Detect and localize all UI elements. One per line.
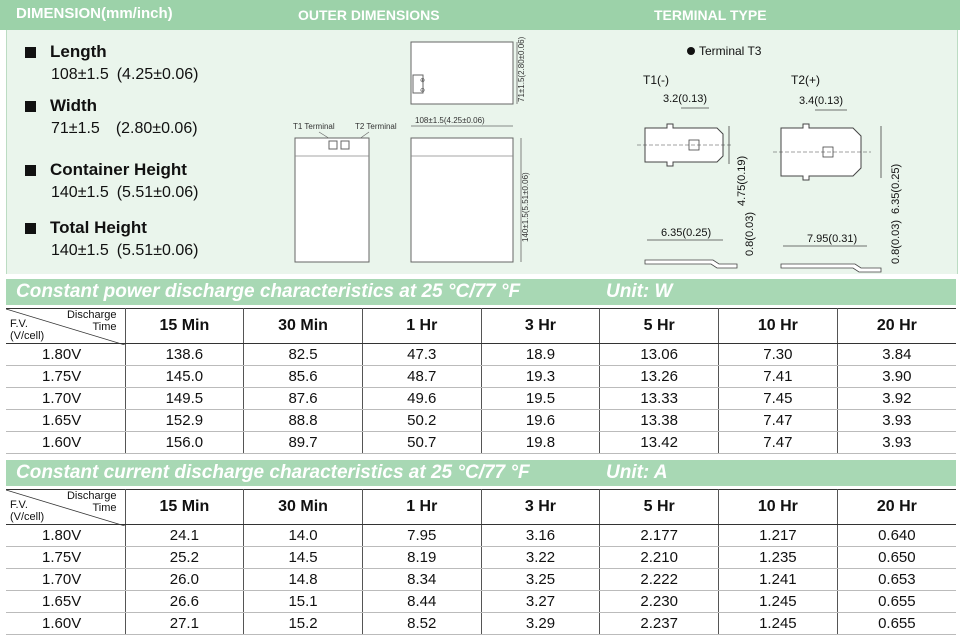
- value-cell: 13.26: [600, 366, 719, 388]
- value-cell: 49.6: [362, 388, 481, 410]
- power-table: [6, 308, 956, 454]
- value-cell: 0.655: [837, 613, 956, 635]
- t1-name: T1(-): [643, 73, 669, 87]
- value-cell: 3.22: [481, 547, 600, 569]
- value-cell: 7.45: [719, 388, 838, 410]
- t1-width: 3.2(0.13): [663, 93, 708, 105]
- value-cell: 8.34: [362, 569, 481, 591]
- power-section-title: Constant power discharge characteristics at 25 °C/77 °F: [16, 281, 521, 302]
- dim-container-height: Container Height 140±1.5 (5.51±0.06): [25, 160, 198, 202]
- table-row: [6, 410, 956, 432]
- t1-length: 6.35(0.25): [661, 227, 712, 239]
- power-col-header: 5 Hr: [600, 309, 719, 344]
- value-cell: 85.6: [244, 366, 363, 388]
- current-col-header: 20 Hr: [837, 490, 956, 525]
- value-cell: 19.3: [481, 366, 600, 388]
- value-cell: 27.1: [125, 613, 244, 635]
- value-cell: 13.42: [600, 432, 719, 454]
- power-corner-cell: Discharge Time F.V. (V/cell): [6, 309, 125, 344]
- svg-text:⊖: ⊖: [420, 88, 426, 94]
- current-header-row: [6, 490, 956, 525]
- terminal-type-label: Terminal T3: [699, 44, 762, 58]
- value-cell: 8.52: [362, 613, 481, 635]
- height-dim-label: 140±1.5(5.51±0.06): [521, 172, 530, 242]
- value-cell: 0.640: [837, 525, 956, 547]
- value-cell: 3.16: [481, 525, 600, 547]
- value-cell: 8.19: [362, 547, 481, 569]
- dimension-panel: [6, 30, 958, 274]
- current-unit: Unit: A: [606, 462, 668, 483]
- value-cell: 13.38: [600, 410, 719, 432]
- terminal-type-title: TERMINAL TYPE: [654, 7, 767, 23]
- t2-name: T2(+): [791, 73, 821, 87]
- value-cell: 8.44: [362, 591, 481, 613]
- value-cell: 3.93: [837, 432, 956, 454]
- value-cell: 15.1: [244, 591, 363, 613]
- t2-width: 3.4(0.13): [799, 95, 844, 107]
- value-cell: 14.0: [244, 525, 363, 547]
- current-col-header: 3 Hr: [481, 490, 600, 525]
- final-voltage-cell: 1.80V: [6, 344, 125, 366]
- power-col-header: 20 Hr: [837, 309, 956, 344]
- current-col-header: 1 Hr: [362, 490, 481, 525]
- value-cell: 7.30: [719, 344, 838, 366]
- table-row: [6, 366, 956, 388]
- terminal-drawing: [627, 30, 947, 274]
- value-cell: 7.47: [719, 432, 838, 454]
- value-cell: 13.33: [600, 388, 719, 410]
- value-cell: 145.0: [125, 366, 244, 388]
- power-col-header: 10 Hr: [719, 309, 838, 344]
- outer-dimensions-title: OUTER DIMENSIONS: [298, 7, 440, 23]
- power-col-header: 15 Min: [125, 309, 244, 344]
- value-cell: 14.5: [244, 547, 363, 569]
- table-row: [6, 344, 956, 366]
- final-voltage-cell: 1.75V: [6, 547, 125, 569]
- t1-thick: 0.8(0.03): [744, 211, 756, 256]
- value-cell: 89.7: [244, 432, 363, 454]
- table-row: [6, 569, 956, 591]
- current-section-title: Constant current discharge characteristics at 25 °C/77 °F: [16, 462, 530, 483]
- current-col-header: 10 Hr: [719, 490, 838, 525]
- value-cell: 26.0: [125, 569, 244, 591]
- value-cell: 1.245: [719, 613, 838, 635]
- svg-text:⊕: ⊕: [420, 78, 426, 84]
- value-cell: 13.06: [600, 344, 719, 366]
- value-cell: 156.0: [125, 432, 244, 454]
- value-cell: 3.90: [837, 366, 956, 388]
- value-cell: 1.235: [719, 547, 838, 569]
- power-section-bar: [6, 279, 956, 305]
- value-cell: 1.241: [719, 569, 838, 591]
- value-cell: 0.655: [837, 591, 956, 613]
- final-voltage-cell: 1.70V: [6, 388, 125, 410]
- final-voltage-cell: 1.60V: [6, 613, 125, 635]
- power-col-header: 30 Min: [244, 309, 363, 344]
- value-cell: 149.5: [125, 388, 244, 410]
- final-voltage-cell: 1.65V: [6, 591, 125, 613]
- value-cell: 3.93: [837, 410, 956, 432]
- bullet-square-icon: [25, 165, 36, 176]
- value-cell: 7.95: [362, 525, 481, 547]
- t2-terminal-label: T2 Terminal: [355, 122, 397, 131]
- current-col-header: 5 Hr: [600, 490, 719, 525]
- value-cell: 50.2: [362, 410, 481, 432]
- bullet-square-icon: [25, 223, 36, 234]
- t1-height: 4.75(0.19): [736, 155, 748, 206]
- current-section-bar: [6, 460, 956, 486]
- value-cell: 15.2: [244, 613, 363, 635]
- table-row: [6, 388, 956, 410]
- final-voltage-cell: 1.65V: [6, 410, 125, 432]
- value-cell: 1.245: [719, 591, 838, 613]
- header-bar: [0, 0, 960, 30]
- table-row: [6, 547, 956, 569]
- power-header-row: [6, 309, 956, 344]
- current-col-header: 30 Min: [244, 490, 363, 525]
- value-cell: 152.9: [125, 410, 244, 432]
- value-cell: 19.5: [481, 388, 600, 410]
- current-corner-cell: Discharge Time F.V. (V/cell): [6, 490, 125, 525]
- value-cell: 2.177: [600, 525, 719, 547]
- power-col-header: 1 Hr: [362, 309, 481, 344]
- value-cell: 50.7: [362, 432, 481, 454]
- value-cell: 26.6: [125, 591, 244, 613]
- final-voltage-cell: 1.75V: [6, 366, 125, 388]
- t1-terminal-profile: [645, 260, 737, 268]
- value-cell: 2.222: [600, 569, 719, 591]
- t2-length: 7.95(0.31): [807, 233, 858, 245]
- table-row: [6, 613, 956, 635]
- value-cell: 2.230: [600, 591, 719, 613]
- final-voltage-cell: 1.80V: [6, 525, 125, 547]
- value-cell: 2.210: [600, 547, 719, 569]
- dimension-title: DIMENSION(mm/inch): [16, 5, 173, 22]
- value-cell: 48.7: [362, 366, 481, 388]
- top-view-outline: [411, 42, 513, 104]
- t2-height: 6.35(0.25): [890, 163, 902, 214]
- t2-terminal-profile: [781, 264, 881, 272]
- value-cell: 18.9: [481, 344, 600, 366]
- bullet-dot-icon: [687, 47, 695, 55]
- value-cell: 19.8: [481, 432, 600, 454]
- value-cell: 25.2: [125, 547, 244, 569]
- front-view-outline: [411, 138, 513, 262]
- current-col-header: 15 Min: [125, 490, 244, 525]
- value-cell: 47.3: [362, 344, 481, 366]
- table-row: [6, 591, 956, 613]
- power-col-header: 3 Hr: [481, 309, 600, 344]
- value-cell: 3.84: [837, 344, 956, 366]
- bullet-square-icon: [25, 101, 36, 112]
- power-unit: Unit: W: [606, 281, 673, 302]
- value-cell: 82.5: [244, 344, 363, 366]
- value-cell: 2.237: [600, 613, 719, 635]
- value-cell: 0.653: [837, 569, 956, 591]
- value-cell: 14.8: [244, 569, 363, 591]
- dim-width: Width 71±1.5 (2.80±0.06): [25, 96, 198, 138]
- value-cell: 1.217: [719, 525, 838, 547]
- value-cell: 87.6: [244, 388, 363, 410]
- t1-terminal-label: T1 Terminal: [293, 122, 335, 131]
- final-voltage-cell: 1.70V: [6, 569, 125, 591]
- value-cell: 24.1: [125, 525, 244, 547]
- dim-total-height: Total Height 140±1.5 (5.51±0.06): [25, 218, 198, 260]
- value-cell: 19.6: [481, 410, 600, 432]
- value-cell: 3.92: [837, 388, 956, 410]
- outer-dimensions-drawing: [277, 30, 547, 274]
- value-cell: 88.8: [244, 410, 363, 432]
- value-cell: 138.6: [125, 344, 244, 366]
- value-cell: 3.27: [481, 591, 600, 613]
- length-dim-label: 108±1.5(4.25±0.06): [415, 116, 485, 125]
- value-cell: 7.41: [719, 366, 838, 388]
- width-dim-label: 71±1.5(2.80±0.06): [517, 36, 526, 102]
- value-cell: 7.47: [719, 410, 838, 432]
- side-view-outline: [295, 138, 369, 262]
- dim-length: Length 108±1.5 (4.25±0.06): [25, 42, 198, 84]
- value-cell: 3.29: [481, 613, 600, 635]
- table-row: [6, 525, 956, 547]
- t2-thick: 0.8(0.03): [890, 219, 902, 264]
- final-voltage-cell: 1.60V: [6, 432, 125, 454]
- value-cell: 3.25: [481, 569, 600, 591]
- table-row: [6, 432, 956, 454]
- current-table: [6, 489, 956, 635]
- bullet-square-icon: [25, 47, 36, 58]
- value-cell: 0.650: [837, 547, 956, 569]
